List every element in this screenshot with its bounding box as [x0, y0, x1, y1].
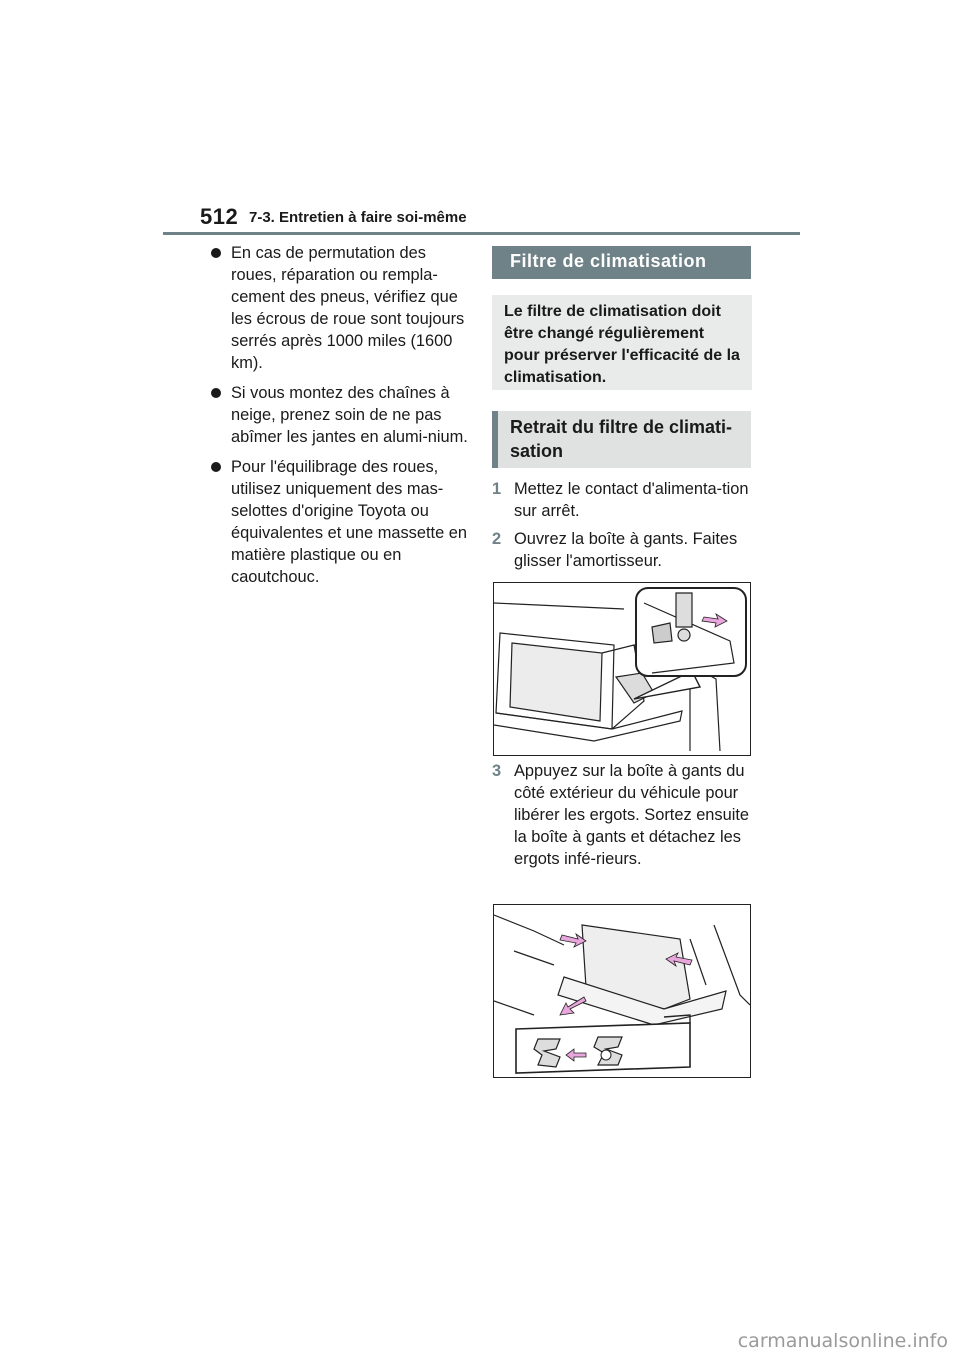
step-2 [492, 528, 762, 572]
glovebox-damper-drawing [494, 583, 750, 755]
heading-retrait-filtre: Retrait du filtre de climati-sation [492, 411, 751, 468]
bullet-item [211, 382, 471, 448]
bullet-item [211, 242, 471, 374]
left-column [211, 242, 471, 596]
illustration-glovebox-removal [493, 904, 751, 1078]
bullet-dot-icon [211, 462, 221, 472]
watermark: carmanualsonline.info [737, 1330, 948, 1352]
bullet-item [211, 456, 471, 588]
intro-box: Le filtre de climatisation doit être changé régulièrement pour préserver l'efficacité de la climatisation. [492, 295, 752, 390]
heading-filtre-climatisation: Filtre de climatisation [492, 246, 751, 279]
section-title: 7-3. Entretien à faire soi-même [249, 209, 467, 226]
step-3 [492, 760, 762, 870]
step-text: Ouvrez la boîte à gants. Faites glisser l'amortisseur. [514, 530, 738, 570]
glovebox-removal-drawing [494, 905, 750, 1077]
bullet-text: En cas de permutation des roues, réparation ou rempla-cement des pneus, vérifiez que les écrous de roue sont toujours serrés après 1000 miles (1600 km). [231, 244, 465, 372]
step-text: Appuyez sur la boîte à gants du côté extérieur du véhicule pour libérer les ergots. Sortez ensuite la boîte à gants et détachez les ergots infé-rieurs. [514, 762, 750, 868]
page-number: 512 [200, 204, 239, 229]
bullet-dot-icon [211, 388, 221, 398]
step-number: 3 [492, 762, 502, 780]
step-1 [492, 478, 762, 522]
bullet-text: Pour l'équilibrage des roues, utilisez uniquement des mas-selottes d'origine Toyota ou équivalentes et une massette en matière plastique ou en caoutchouc. [231, 458, 467, 586]
step-text: Mettez le contact d'alimenta-tion sur arrêt. [514, 480, 749, 520]
bullet-dot-icon [211, 248, 221, 258]
illustration-glovebox-damper [493, 582, 751, 756]
step-number: 2 [492, 530, 502, 548]
header-rule [163, 232, 800, 235]
bullet-text: Si vous montez des chaînes à neige, prenez soin de ne pas abîmer les jantes en alumi-nium. [231, 384, 468, 446]
step-number: 1 [492, 480, 502, 498]
